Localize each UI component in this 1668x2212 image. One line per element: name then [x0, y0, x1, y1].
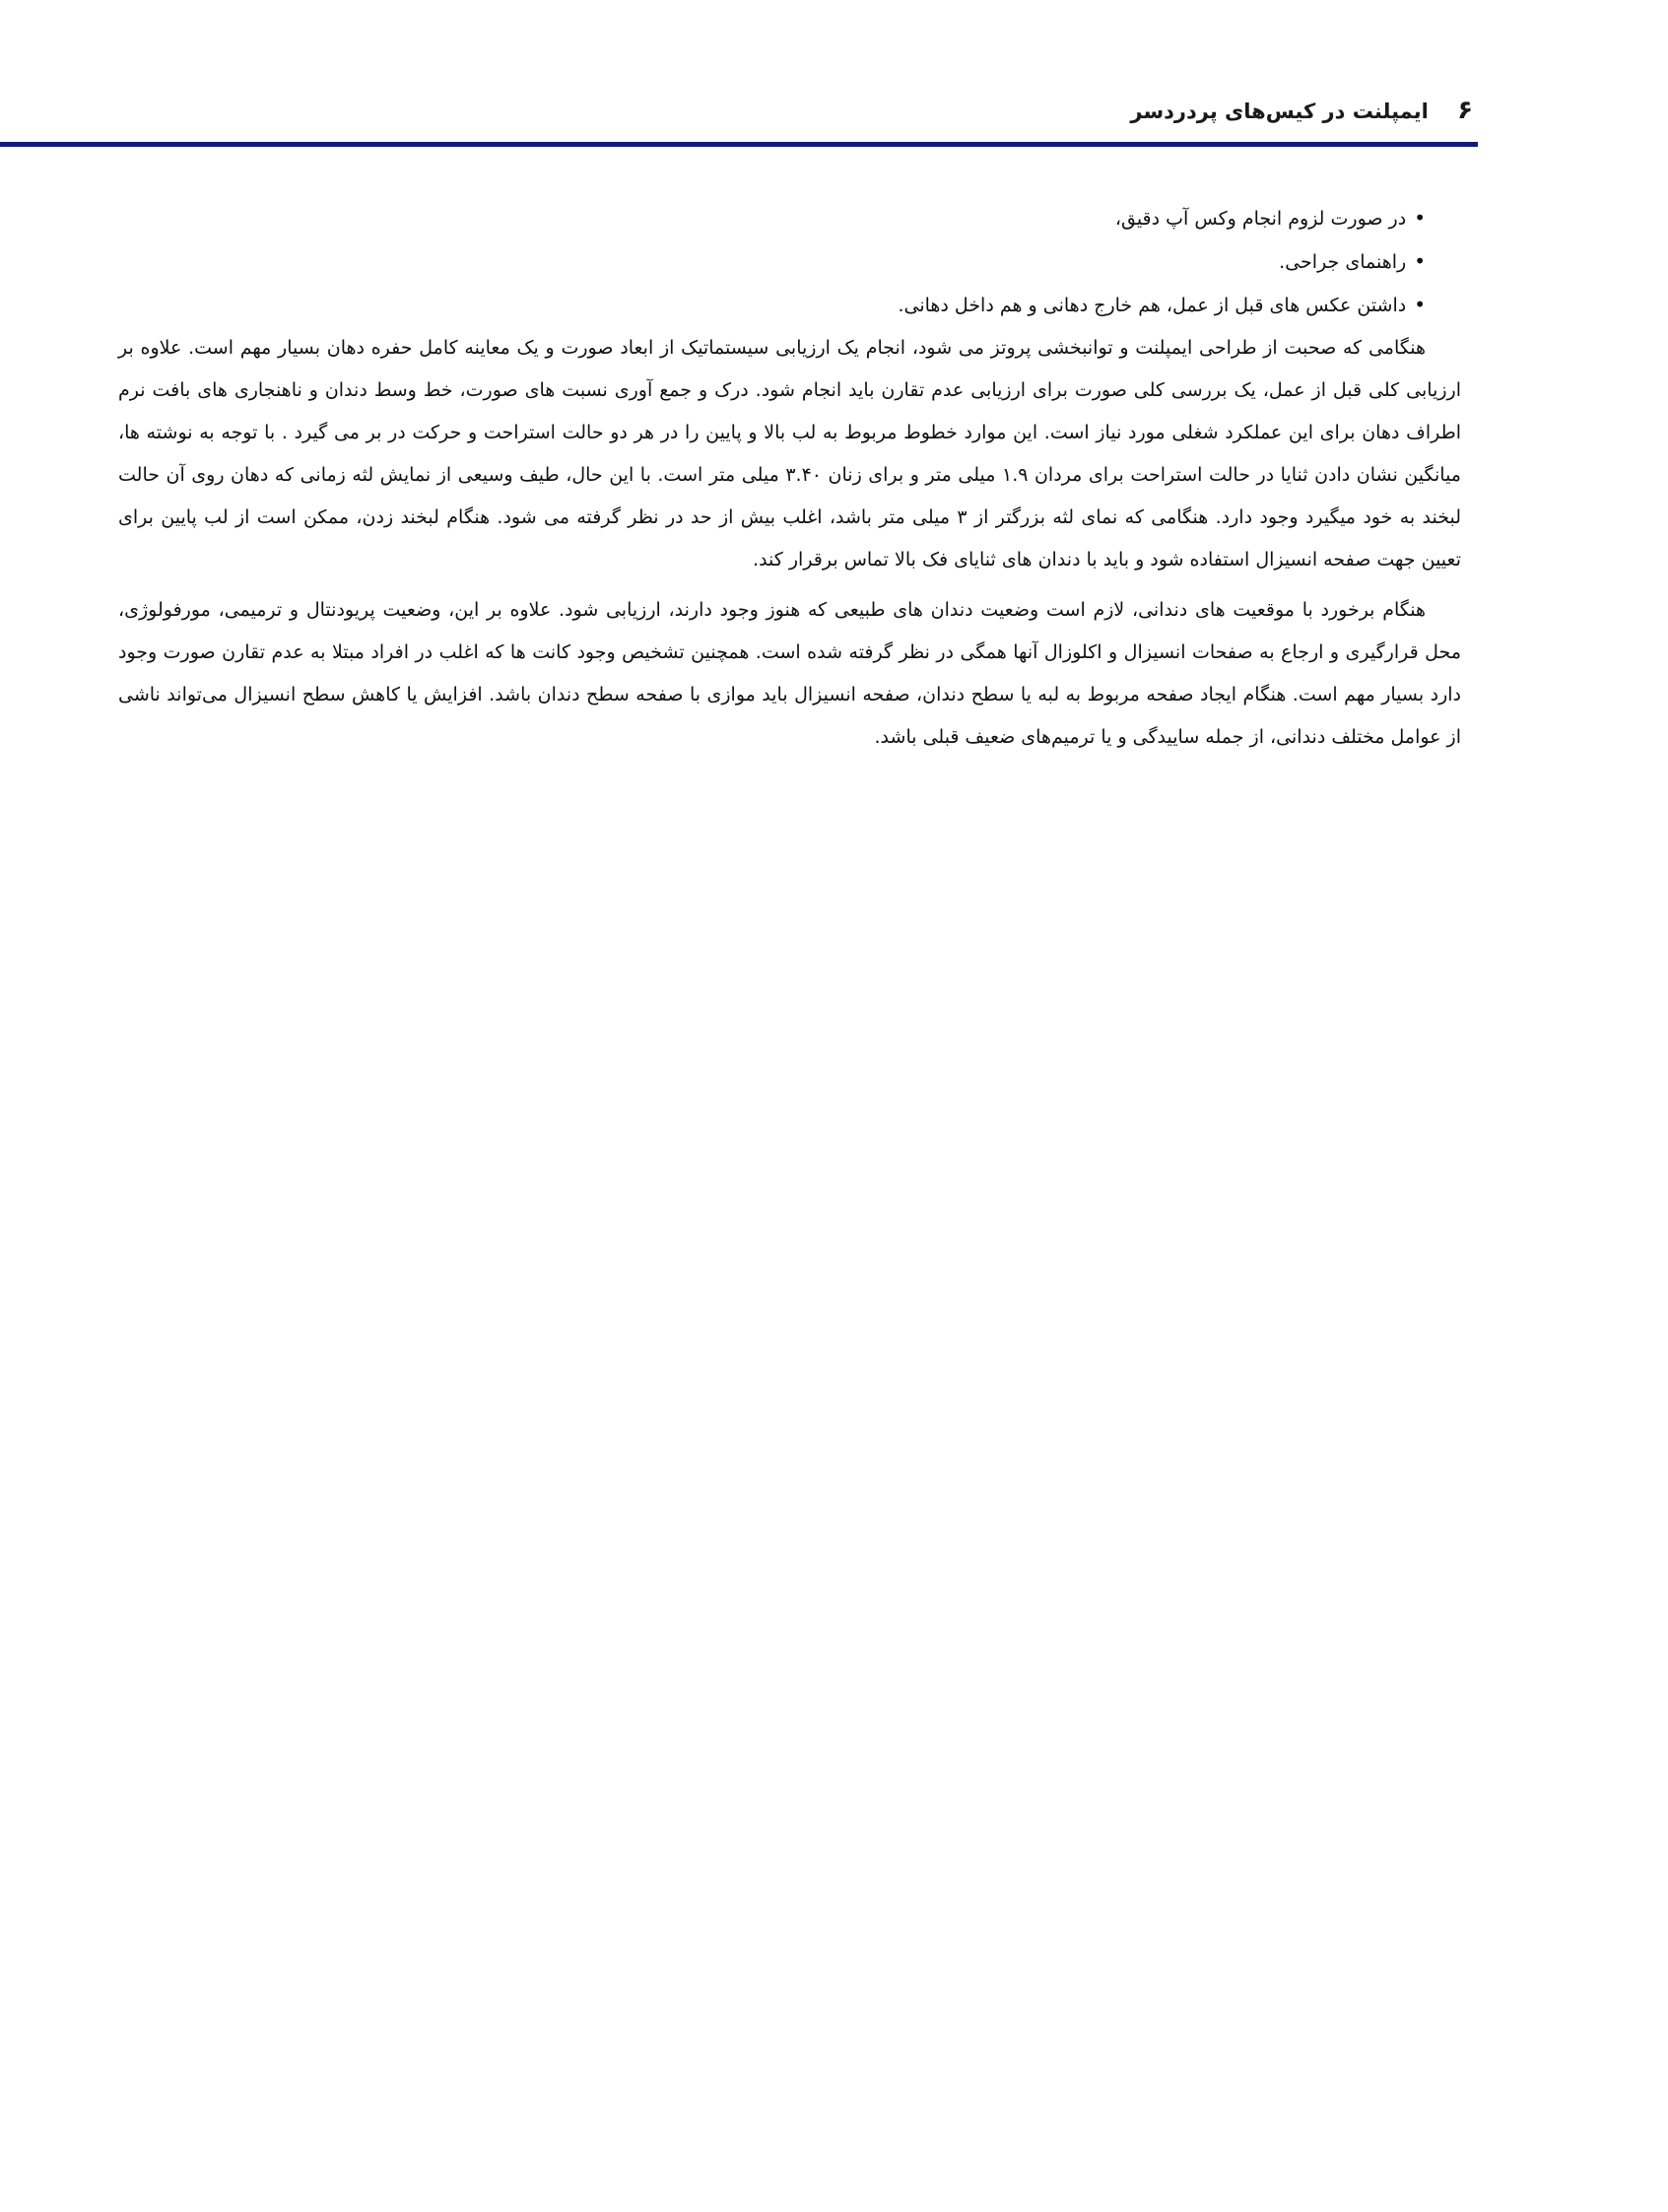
header-rule: [0, 142, 1478, 147]
body-text: [118, 197, 1461, 759]
list-item: [118, 240, 1426, 284]
running-header: [118, 91, 1473, 130]
bullet-list: [118, 197, 1426, 327]
list-item: [118, 284, 1426, 327]
paragraph-dental-evaluation: هنگام برخورد با موقعیت های دندانی، لازم است وضعیت دندان های طبیعی که هنوز وجود دارند، ارزیابی شود. علاوه بر این، وضعیت پریودنتال و ترمیمی، مورفولوژی، محل قرارگیری و ارجاع به صفحات انسیزال و اکلوزال آنها همگی در نظر گرفته شده است. همچنین تشخیص وجود کانت ها که اغلب در افراد مبتلا به عدم تقارن صورت وجود دارد بسیار مهم است. هنگام ایجاد صفحه مربوط به لبه یا سطح دندان، صفحه انسیزال باید موازی با صفحه سطح دندان باشد. افزایش یا کاهش سطح انسیزال می‌تواند ناشی از عوامل مختلف دندانی، از جمله ساییدگی و یا ترمیم‌های ضعیف قبلی باشد.: [118, 599, 1461, 748]
running-title: ایمپلنت در کیس‌های پردردسر: [1130, 100, 1429, 123]
bullet-text: در صورت لزوم انجام وکس آپ دقیق،: [1114, 208, 1407, 230]
bullet-icon: •: [1414, 249, 1426, 273]
bullet-icon: •: [1414, 293, 1426, 316]
list-item: [118, 197, 1426, 240]
bullet-text: راهنمای جراحی.: [1279, 251, 1407, 273]
page-number: ۶: [1457, 96, 1473, 125]
paragraph-facial-evaluation: هنگامی که صحبت از طراحی ایمپلنت و توانبخشی پروتز می شود، انجام یک ارزیابی سیستماتیک از ابعاد صورت و یک معاینه کامل حفره دهان بسیار مهم است. علاوه بر ارزیابی کلی قبل از عمل، یک بررسی کلی صورت برای ارزیابی عدم تقارن باید انجام شود. درک و جمع آوری نسبت های صورت، خط وسط دندان و ناهنجاری های بافت نرم اطراف دهان برای این عملکرد شغلی مورد نیاز است. این موارد خطوط مربوط به لب بالا و پایین را در هر دو حالت استراحت و حرکت در بر می گیرد . با توجه به نوشته ها، میانگین نشان دادن ثنایا در حالت استراحت برای مردان ۱.۹ میلی متر و برای زنان ۳.۴۰ میلی متر است. با این حال، طیف وسیعی از نمایش لثه زمانی که دهان روی آن حالت لبخند به خود میگیرد وجود دارد. هنگامی که نمای لثه بزرگتر از ۳ میلی متر باشد، اغلب بیش از حد در نظر گرفته می شود. هنگام لبخند زدن، ممکن است از لب پایین برای تعیین جهت صفحه انسیزال استفاده شود و باید با دندان های ثنایای فک بالا تماس برقرار کند.: [118, 337, 1461, 570]
bullet-icon: •: [1414, 206, 1426, 230]
bullet-text: داشتن عکس های قبل از عمل، هم خارج دهانی و هم داخل دهانی.: [898, 295, 1407, 316]
